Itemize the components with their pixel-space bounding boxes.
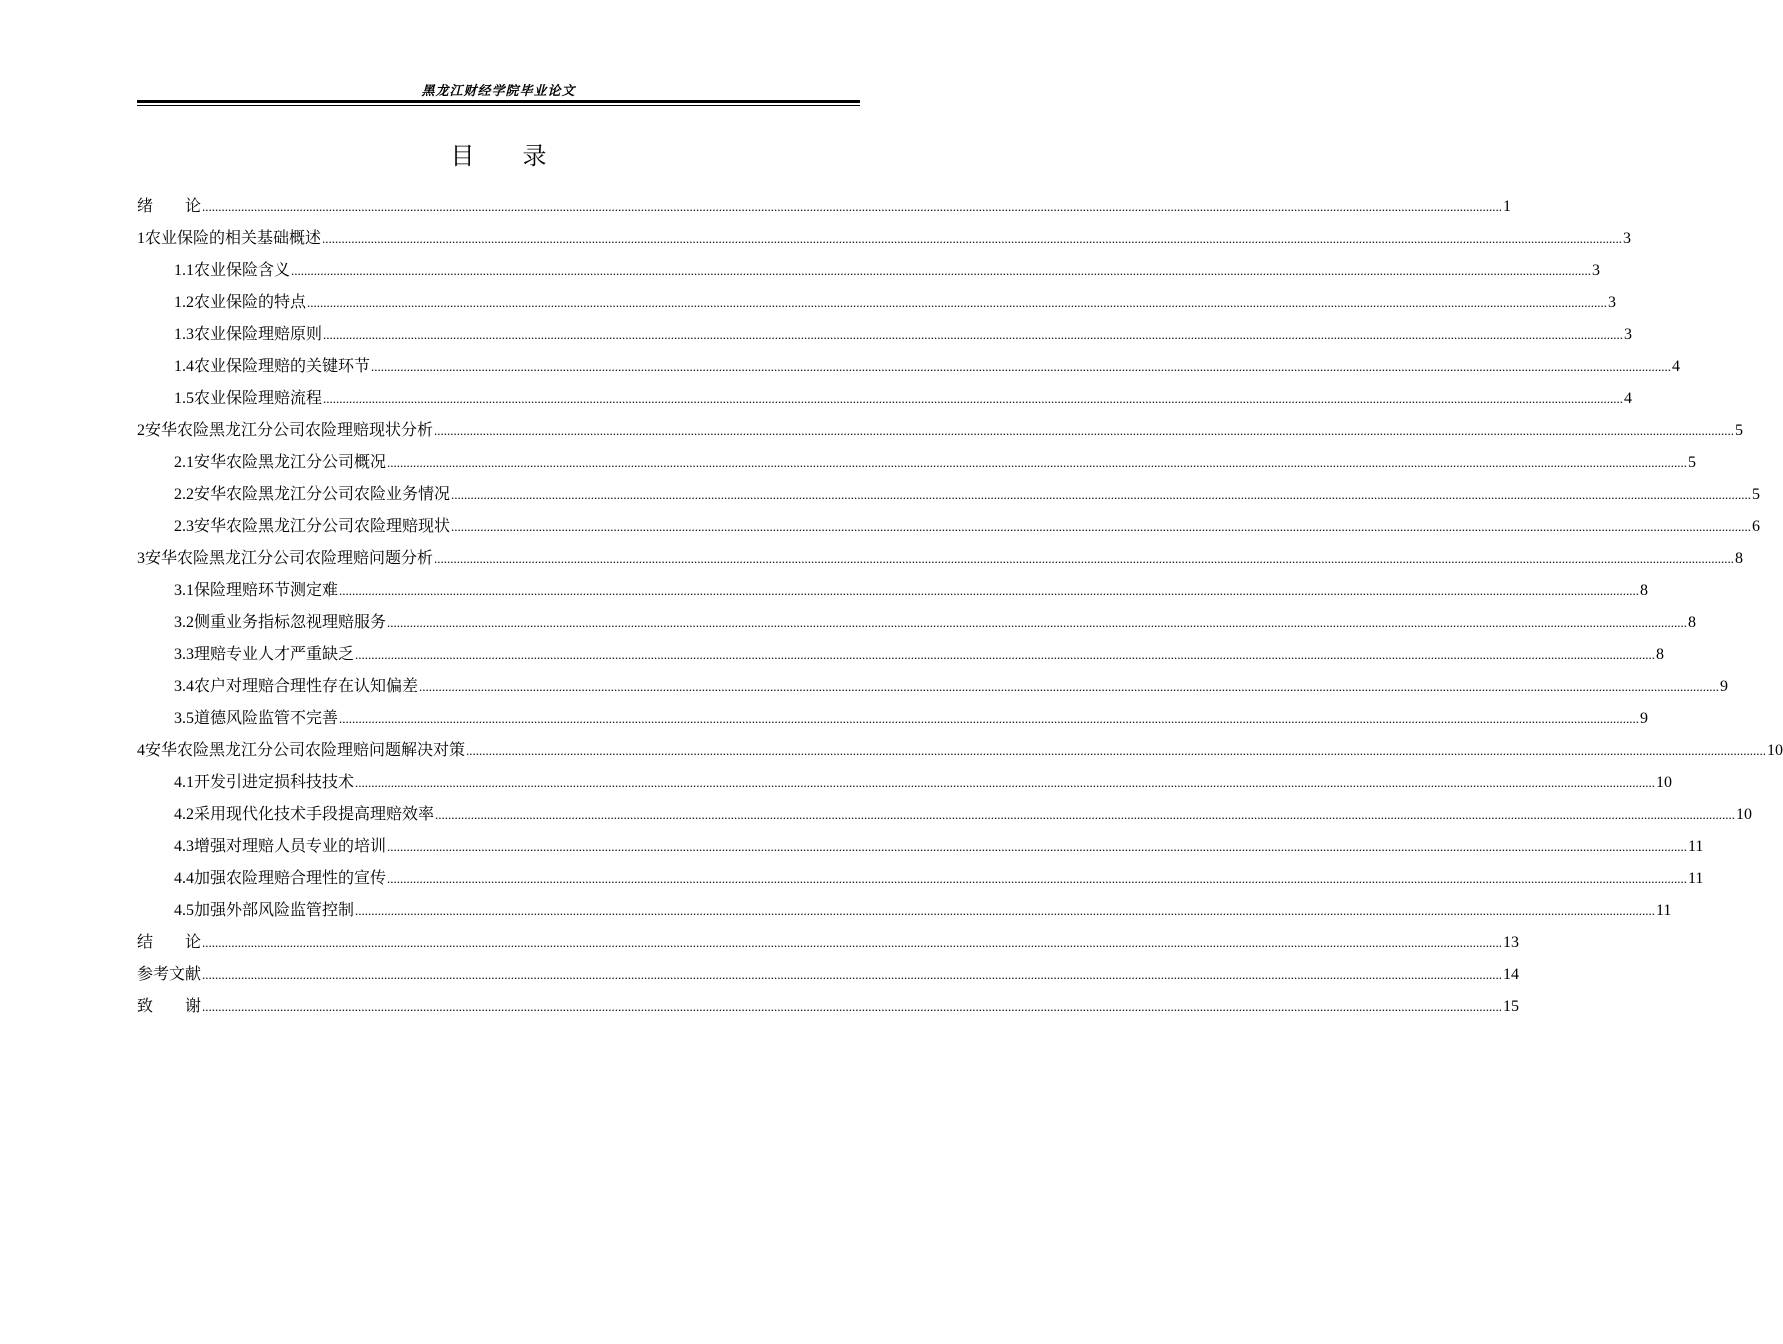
toc-entry-label: 农业保险理赔的关键环节 <box>194 356 371 375</box>
toc-entry[interactable] <box>137 704 1649 736</box>
toc-dot-leader: ................................................................................................................................................................................................................................................................................................................................................................................................................ <box>434 551 1735 566</box>
toc-entry[interactable] <box>137 576 1649 608</box>
toc-dot-leader: ................................................................................................................................................................................................................................................................................................................................................................................................................ <box>202 199 1503 214</box>
toc-entry-page: 10 <box>1656 774 1673 791</box>
toc-entry-page: 10 <box>1767 742 1783 759</box>
toc-entry-number: 2.2 <box>174 486 194 503</box>
toc-entry-page: 10 <box>1736 806 1753 823</box>
toc-entry-label: 农业保险理赔流程 <box>194 388 323 407</box>
toc-dot-leader: ................................................................................................................................................................................................................................................................................................................................................................................................................ <box>202 999 1503 1014</box>
toc-entry-page: 8 <box>1640 582 1649 599</box>
toc-entry-page: 9 <box>1720 678 1729 695</box>
toc-entry-label: 农户对理赔合理性存在认知偏差 <box>194 676 419 695</box>
toc-entry-label: 安华农险黑龙江分公司农险理赔问题解决对策 <box>145 740 466 759</box>
toc-entry-page: 5 <box>1688 454 1697 471</box>
toc-entry[interactable] <box>137 288 1617 320</box>
table-of-contents <box>137 192 1783 1024</box>
toc-dot-leader: ................................................................................................................................................................................................................................................................................................................................................................................................................ <box>339 583 1640 598</box>
toc-dot-leader: ................................................................................................................................................................................................................................................................................................................................................................................................................ <box>355 903 1656 918</box>
toc-dot-leader: ................................................................................................................................................................................................................................................................................................................................................................................................................ <box>434 423 1735 438</box>
toc-dot-leader: ................................................................................................................................................................................................................................................................................................................................................................................................................ <box>387 615 1688 630</box>
toc-entry-number: 1.2 <box>174 294 194 311</box>
toc-entry-number: 3.3 <box>174 646 194 663</box>
toc-entry-page: 5 <box>1735 422 1744 439</box>
toc-title: 目录 <box>450 142 595 170</box>
toc-dot-leader: ................................................................................................................................................................................................................................................................................................................................................................................................................ <box>387 455 1688 470</box>
toc-entry[interactable] <box>137 352 1681 384</box>
toc-entry-page: 11 <box>1656 902 1672 919</box>
toc-dot-leader: ................................................................................................................................................................................................................................................................................................................................................................................................................ <box>387 871 1688 886</box>
toc-entry[interactable] <box>137 608 1697 640</box>
toc-entry-page: 6 <box>1752 518 1761 535</box>
toc-entry-page: 3 <box>1623 230 1632 247</box>
toc-entry-number: 2 <box>137 422 145 439</box>
toc-entry-number: 4 <box>137 742 145 759</box>
toc-dot-leader: ................................................................................................................................................................................................................................................................................................................................................................................................................ <box>291 263 1592 278</box>
toc-entry-number: 1.1 <box>174 262 194 279</box>
toc-entry[interactable] <box>137 928 1520 960</box>
toc-dot-leader: ................................................................................................................................................................................................................................................................................................................................................................................................................ <box>451 519 1752 534</box>
toc-entry-label: 加强外部风险监管控制 <box>194 900 355 919</box>
toc-entry-page: 3 <box>1624 326 1633 343</box>
toc-entry-label: 理赔专业人才严重缺乏 <box>194 644 355 663</box>
toc-entry[interactable] <box>137 448 1697 480</box>
toc-dot-leader: ................................................................................................................................................................................................................................................................................................................................................................................................................ <box>387 839 1688 854</box>
toc-entry-number: 4.2 <box>174 806 194 823</box>
toc-entry-page: 8 <box>1656 646 1665 663</box>
toc-entry[interactable] <box>137 800 1753 832</box>
toc-dot-leader: ................................................................................................................................................................................................................................................................................................................................................................................................................ <box>202 935 1503 950</box>
toc-entry[interactable] <box>137 512 1761 544</box>
toc-entry-number: 4.5 <box>174 902 194 919</box>
toc-entry-number: 1.3 <box>174 326 194 343</box>
toc-entry-page: 1 <box>1503 198 1512 215</box>
toc-entry-number: 3.2 <box>174 614 194 631</box>
toc-entry-label: 道德风险监管不完善 <box>194 708 339 727</box>
toc-entry-number: 3.1 <box>174 582 194 599</box>
toc-entry[interactable] <box>137 544 1744 576</box>
toc-entry-page: 11 <box>1688 870 1704 887</box>
toc-entry-number: 3 <box>137 550 145 567</box>
toc-entry-label: 保险理赔环节测定难 <box>194 580 339 599</box>
toc-entry-number: 4.3 <box>174 838 194 855</box>
toc-entry[interactable] <box>137 640 1665 672</box>
toc-entry-label: 加强农险理赔合理性的宣传 <box>194 868 387 887</box>
toc-entry[interactable] <box>137 224 1632 256</box>
header-rule-thin <box>137 105 860 106</box>
toc-entry-number: 1 <box>137 230 145 247</box>
toc-dot-leader: ................................................................................................................................................................................................................................................................................................................................................................................................................ <box>202 967 1503 982</box>
running-header-title: 黑龙江财经学院毕业论文 <box>421 84 576 99</box>
toc-entry-page: 4 <box>1672 358 1681 375</box>
toc-entry-page: 11 <box>1688 838 1704 855</box>
toc-dot-leader: ................................................................................................................................................................................................................................................................................................................................................................................................................ <box>419 679 1720 694</box>
toc-entry-number: 2.3 <box>174 518 194 535</box>
toc-entry[interactable] <box>137 736 1783 768</box>
toc-entry[interactable] <box>137 256 1601 288</box>
toc-entry[interactable] <box>137 768 1673 800</box>
toc-entry-page: 13 <box>1503 934 1520 951</box>
toc-entry[interactable] <box>137 864 1704 896</box>
toc-entry-page: 3 <box>1608 294 1617 311</box>
toc-entry-label: 安华农险黑龙江分公司农险理赔问题分析 <box>145 548 434 567</box>
toc-entry-number: 1.4 <box>174 358 194 375</box>
toc-entry-page: 5 <box>1752 486 1761 503</box>
toc-dot-leader: ................................................................................................................................................................................................................................................................................................................................................................................................................ <box>371 359 1672 374</box>
toc-entry-number: 3.5 <box>174 710 194 727</box>
toc-entry[interactable] <box>137 896 1672 928</box>
toc-dot-leader: ................................................................................................................................................................................................................................................................................................................................................................................................................ <box>451 487 1752 502</box>
toc-entry[interactable] <box>137 320 1633 352</box>
toc-entry-page: 3 <box>1592 262 1601 279</box>
toc-entry[interactable] <box>137 192 1512 224</box>
toc-entry-number: 2.1 <box>174 454 194 471</box>
toc-entry-label: 侧重业务指标忽视理赔服务 <box>194 612 387 631</box>
toc-entry-number: 4.4 <box>174 870 194 887</box>
toc-entry-label: 安华农险黑龙江分公司概况 <box>194 452 387 471</box>
toc-dot-leader: ................................................................................................................................................................................................................................................................................................................................................................................................................ <box>355 647 1656 662</box>
toc-entry-number: 4.1 <box>174 774 194 791</box>
header-rule-thick <box>137 100 860 103</box>
toc-dot-leader: ................................................................................................................................................................................................................................................................................................................................................................................................................ <box>323 391 1624 406</box>
toc-entry-label: 结 论 <box>137 932 202 951</box>
toc-dot-leader: ................................................................................................................................................................................................................................................................................................................................................................................................................ <box>466 743 1767 758</box>
toc-entry-page: 9 <box>1640 710 1649 727</box>
toc-entry-label: 致 谢 <box>137 996 202 1015</box>
toc-entry-label: 开发引进定损科技技术 <box>194 772 355 791</box>
toc-entry-page: 8 <box>1688 614 1697 631</box>
toc-entry[interactable] <box>137 832 1704 864</box>
toc-entry[interactable] <box>137 672 1729 704</box>
toc-entry-label: 安华农险黑龙江分公司农险业务情况 <box>194 484 451 503</box>
toc-dot-leader: ................................................................................................................................................................................................................................................................................................................................................................................................................ <box>322 231 1623 246</box>
toc-entry-page: 8 <box>1735 550 1744 567</box>
toc-entry-label: 农业保险的相关基础概述 <box>145 228 322 247</box>
toc-entry-label: 安华农险黑龙江分公司农险理赔现状 <box>194 516 451 535</box>
toc-entry-page: 14 <box>1503 966 1520 983</box>
toc-entry-label: 绪 论 <box>137 196 202 215</box>
toc-entry-label: 农业保险含义 <box>194 260 291 279</box>
toc-entry-page: 4 <box>1624 390 1633 407</box>
toc-entry-label: 采用现代化技术手段提高理赔效率 <box>194 804 435 823</box>
toc-dot-leader: ................................................................................................................................................................................................................................................................................................................................................................................................................ <box>435 807 1736 822</box>
toc-entry[interactable] <box>137 416 1744 448</box>
toc-entry-number: 3.4 <box>174 678 194 695</box>
toc-entry-label: 农业保险理赔原则 <box>194 324 323 343</box>
toc-dot-leader: ................................................................................................................................................................................................................................................................................................................................................................................................................ <box>355 775 1656 790</box>
toc-dot-leader: ................................................................................................................................................................................................................................................................................................................................................................................................................ <box>323 327 1624 342</box>
toc-entry-number: 1.5 <box>174 390 194 407</box>
toc-entry[interactable] <box>137 960 1520 992</box>
toc-entry[interactable] <box>137 480 1761 512</box>
toc-entry-page: 15 <box>1503 998 1520 1015</box>
toc-entry-label: 参考文献 <box>137 964 202 983</box>
toc-entry-label: 增强对理赔人员专业的培训 <box>194 836 387 855</box>
toc-entry-label: 安华农险黑龙江分公司农险理赔现状分析 <box>145 420 434 439</box>
toc-entry-label: 农业保险的特点 <box>194 292 307 311</box>
toc-dot-leader: ................................................................................................................................................................................................................................................................................................................................................................................................................ <box>307 295 1608 310</box>
toc-entry[interactable] <box>137 384 1633 416</box>
toc-entry[interactable] <box>137 992 1520 1024</box>
toc-dot-leader: ................................................................................................................................................................................................................................................................................................................................................................................................................ <box>339 711 1640 726</box>
